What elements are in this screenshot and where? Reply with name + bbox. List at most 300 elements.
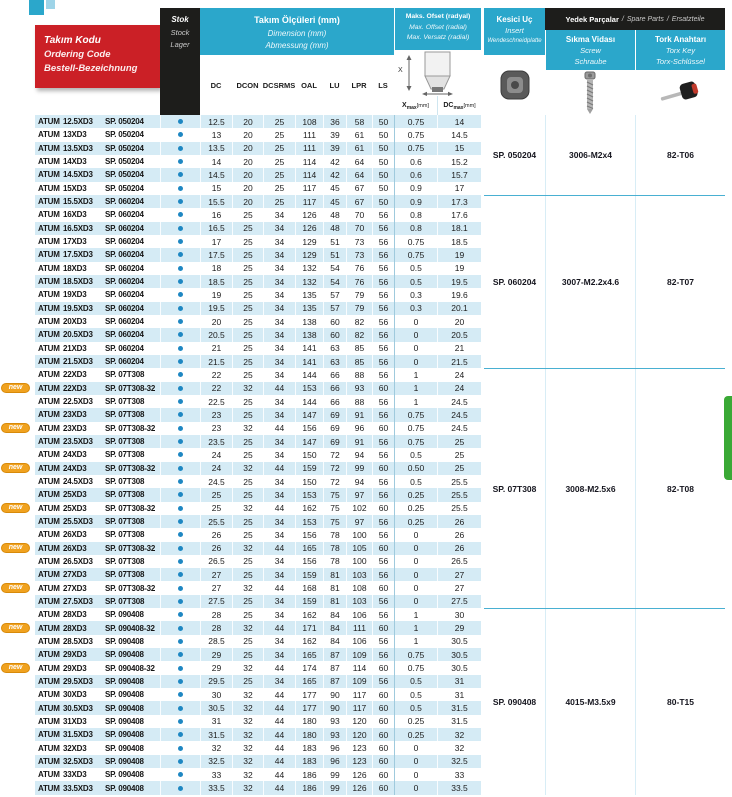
max-offset-label-de: Max. Versatz (radial): [406, 34, 470, 42]
cell-xmax: 1: [394, 395, 437, 408]
insert-code-label: SP. 07T308: [492, 483, 537, 494]
cell-xmax: 0.8: [394, 222, 437, 235]
cell-dcsrms: 44: [263, 502, 295, 515]
cell-xmax: 0.75: [394, 648, 437, 661]
cell-oal: 186: [295, 781, 323, 794]
cell-lpr: 73: [346, 235, 372, 248]
stock-cell: [160, 621, 200, 634]
code-insert-ref: SP. 090408: [105, 783, 144, 793]
insert-photo: [484, 55, 545, 115]
cell-xmax: 0.5: [394, 262, 437, 275]
code-size: 28XD3: [63, 623, 87, 633]
cell-oal: 183: [295, 741, 323, 754]
cell-dcon: 25: [232, 368, 263, 381]
cell-lu: 78: [323, 528, 346, 541]
code-insert-ref: SP. 090408: [105, 676, 144, 686]
col-header-dcsrms: DCSRMS: [262, 80, 296, 90]
cell-oal: 144: [295, 395, 323, 408]
cell-dc: 22: [200, 368, 232, 381]
cell-ls: 56: [372, 395, 394, 408]
code-size: 22.5XD3: [63, 397, 93, 407]
code-brand: ATUM: [38, 170, 60, 180]
code-insert-ref: SP. 07T308-32: [105, 503, 156, 513]
cell-dcmax: 17.6: [437, 208, 481, 221]
table-row: [8, 502, 481, 515]
cell-ls: 56: [372, 568, 394, 581]
cell-dcsrms: 44: [263, 661, 295, 674]
ordering-code-cell: [35, 408, 160, 421]
code-insert-ref: SP. 050204: [105, 130, 144, 140]
code-insert-ref: SP. 050204: [105, 183, 144, 193]
cell-xmax: 0: [394, 568, 437, 581]
cell-xmax: 1: [394, 608, 437, 621]
dcmax-sub: max: [453, 105, 464, 111]
screw-code-label: 3007-M2.2x4.6: [545, 196, 635, 368]
ordering-code-cell: [35, 741, 160, 754]
table-rows: [8, 115, 481, 795]
code-brand: ATUM: [38, 517, 60, 526]
cell-dc: 20.5: [200, 328, 232, 341]
stock-cell: [160, 528, 200, 541]
code-brand: ATUM: [38, 330, 60, 340]
code-size: 28XD3: [63, 610, 87, 620]
table-row: [35, 675, 481, 688]
cell-dc: 19: [200, 288, 232, 301]
cell-dc: 14.5: [200, 168, 232, 181]
code-insert-ref: SP. 090408: [105, 730, 144, 740]
stock-cell: [160, 542, 200, 555]
stock-dot: [178, 319, 183, 324]
cell-ls: 60: [372, 542, 394, 555]
cell-dcsrms: 44: [263, 768, 295, 781]
torx-key-code-label: 80-T15: [635, 609, 725, 795]
insert-label-en: Insert: [505, 26, 524, 35]
ordering-code-cell: [35, 781, 160, 794]
cell-ls: 50: [372, 142, 394, 155]
cell-lpr: 93: [346, 382, 372, 395]
cell-lu: 81: [323, 568, 346, 581]
cell-dcmax: 32.5: [437, 755, 481, 768]
cell-lpr: 88: [346, 395, 372, 408]
cell-lu: 84: [323, 621, 346, 634]
col-header-lu: LU: [329, 80, 340, 90]
dimensions-label-de: Abmessung (mm): [265, 40, 329, 50]
cell-ls: 56: [372, 328, 394, 341]
spare-groups: [484, 115, 725, 795]
cell-dcon: 32: [232, 462, 263, 475]
cell-dcsrms: 34: [263, 408, 295, 421]
cell-oal: 159: [295, 462, 323, 475]
cell-xmax: 0.5: [394, 688, 437, 701]
table-row: [35, 248, 481, 261]
cell-xmax: 0.75: [394, 422, 437, 435]
cell-dc: 25.5: [200, 515, 232, 528]
stock-cell: [160, 248, 200, 261]
cell-xmax: 0.75: [394, 128, 437, 141]
code-brand: ATUM: [38, 277, 60, 287]
code-insert-ref: SP. 090408: [105, 636, 144, 646]
insert-icon: [499, 69, 531, 101]
cell-dcsrms: 34: [263, 555, 295, 568]
stock-cell: [160, 115, 200, 128]
dimensions-label-tr: Takım Ölçüleri (mm): [254, 15, 340, 25]
cell-dcon: 20: [232, 128, 263, 141]
cell-dcsrms: 34: [263, 608, 295, 621]
code-insert-ref: SP. 07T308: [105, 477, 145, 487]
ordering-code-cell: [35, 328, 160, 341]
code-size: 33.5XD3: [63, 783, 93, 793]
cell-dcon: 25: [232, 568, 263, 581]
cell-lpr: 123: [346, 741, 372, 754]
cell-xmax: 0: [394, 315, 437, 328]
spare-parts-header: [545, 8, 725, 30]
cell-dcmax: 31.5: [437, 715, 481, 728]
code-brand: ATUM: [38, 290, 60, 300]
stock-dot: [178, 519, 183, 524]
stock-dot: [178, 532, 183, 537]
code-size: 27XD3: [63, 583, 87, 593]
code-size: 27.5XD3: [63, 596, 93, 606]
cell-dcmax: 26: [437, 542, 481, 555]
cell-lpr: 67: [346, 182, 372, 195]
cell-lu: 60: [323, 315, 346, 328]
stock-dot: [178, 172, 183, 177]
new-badge: new: [1, 463, 30, 473]
col-header-ls: LS: [378, 80, 388, 90]
cell-dc: 30: [200, 688, 232, 701]
cell-ls: 56: [372, 408, 394, 421]
cell-dc: 27: [200, 568, 232, 581]
screw-header: [545, 30, 635, 70]
cell-dcon: 25: [232, 222, 263, 235]
code-brand: ATUM: [38, 530, 60, 540]
stock-dot: [178, 199, 183, 204]
stock-dot: [178, 132, 183, 137]
cell-dcsrms: 34: [263, 328, 295, 341]
code-insert-ref: SP. 07T308-32: [105, 423, 156, 433]
cell-oal: 111: [295, 142, 323, 155]
cell-lpr: 64: [346, 168, 372, 181]
table-row: [35, 235, 481, 248]
stock-dot: [178, 239, 183, 244]
cell-dcsrms: 25: [263, 168, 295, 181]
code-size: 28.5XD3: [63, 636, 93, 646]
cell-dc: 12.5: [200, 115, 232, 128]
cell-dc: 26: [200, 542, 232, 555]
code-size: 23XD3: [63, 410, 87, 420]
cell-xmax: 0: [394, 542, 437, 555]
cell-lpr: 114: [346, 661, 372, 674]
cell-dcon: 25: [232, 248, 263, 261]
cell-oal: 114: [295, 155, 323, 168]
table-row: [35, 768, 481, 781]
code-size: 17XD3: [63, 237, 87, 247]
cell-ls: 56: [372, 675, 394, 688]
stock-dot: [178, 426, 183, 431]
cell-lpr: 103: [346, 595, 372, 608]
cell-oal: 177: [295, 688, 323, 701]
torx-key-code-label: 82-T07: [635, 196, 725, 368]
stock-cell: [160, 355, 200, 368]
cell-oal: 156: [295, 528, 323, 541]
code-brand: ATUM: [38, 383, 60, 393]
torx-key-code-label: 82-T06: [635, 115, 725, 195]
cell-dcon: 25: [232, 608, 263, 621]
cell-lu: 66: [323, 368, 346, 381]
code-insert-ref: SP. 07T308-32: [105, 543, 156, 553]
code-brand: ATUM: [38, 503, 60, 513]
cell-lu: 96: [323, 741, 346, 754]
cell-dcsrms: 44: [263, 728, 295, 741]
cell-dcmax: 26: [437, 528, 481, 541]
torx-label-de: Torx-Schlüssel: [656, 56, 705, 66]
ordering-code-cell: [35, 382, 160, 395]
cell-oal: 129: [295, 235, 323, 248]
cell-xmax: 0.5: [394, 275, 437, 288]
cell-lpr: 82: [346, 328, 372, 341]
stock-dot: [178, 466, 183, 471]
cell-lpr: 61: [346, 142, 372, 155]
ordering-code-cell: [35, 595, 160, 608]
ordering-code-cell: [35, 395, 160, 408]
cell-dcon: 25: [232, 302, 263, 315]
ordering-code-cell: [35, 262, 160, 275]
new-badge: new: [1, 583, 30, 593]
ordering-code-label-en: Ordering Code: [44, 49, 111, 60]
ordering-code-cell: [35, 528, 160, 541]
cell-oal: 186: [295, 768, 323, 781]
cell-dcsrms: 25: [263, 128, 295, 141]
stock-cell: [160, 581, 200, 594]
cell-dcsrms: 34: [263, 342, 295, 355]
cell-dcsrms: 25: [263, 142, 295, 155]
cell-dc: 32: [200, 741, 232, 754]
stock-cell: [160, 315, 200, 328]
code-brand: ATUM: [38, 250, 60, 260]
table-row: [35, 128, 481, 141]
code-insert-ref: SP. 07T308: [105, 517, 145, 526]
code-brand: ATUM: [38, 663, 60, 673]
code-size: 26XD3: [63, 543, 87, 553]
cell-lu: 54: [323, 275, 346, 288]
cell-lpr: 102: [346, 502, 372, 515]
table-row: [35, 475, 481, 488]
cell-dc: 29: [200, 648, 232, 661]
table-row: [35, 528, 481, 541]
cell-oal: 114: [295, 168, 323, 181]
code-insert-ref: SP. 090408: [105, 770, 144, 780]
cell-dcmax: 19: [437, 262, 481, 275]
cell-oal: 150: [295, 475, 323, 488]
cell-ls: 60: [372, 741, 394, 754]
cell-dc: 32.5: [200, 755, 232, 768]
code-size: 18.5XD3: [63, 277, 93, 287]
cell-dcsrms: 44: [263, 781, 295, 794]
stock-cell: [160, 755, 200, 768]
code-size: 25XD3: [63, 490, 87, 500]
code-brand: ATUM: [38, 690, 60, 700]
cell-dcmax: 24.5: [437, 395, 481, 408]
ordering-code-cell: [35, 155, 160, 168]
code-brand: ATUM: [38, 237, 60, 247]
cell-dcsrms: 44: [263, 701, 295, 714]
cell-lpr: 91: [346, 408, 372, 421]
stock-cell: [160, 182, 200, 195]
code-size: 14.5XD3: [63, 170, 93, 180]
cell-lpr: 123: [346, 755, 372, 768]
stock-cell: [160, 435, 200, 448]
cell-lu: 93: [323, 728, 346, 741]
screw-label-tr: Sıkma Vidası: [565, 35, 616, 44]
cell-ls: 56: [372, 475, 394, 488]
new-badge: new: [1, 663, 30, 673]
cell-dc: 26.5: [200, 555, 232, 568]
cell-lpr: 70: [346, 222, 372, 235]
cell-ls: 60: [372, 715, 394, 728]
ordering-code-cell: [35, 248, 160, 261]
code-size: 30XD3: [63, 690, 87, 700]
cell-xmax: 0.25: [394, 728, 437, 741]
ordering-code-cell: [35, 755, 160, 768]
cell-dcon: 32: [232, 688, 263, 701]
cell-dc: 17.5: [200, 248, 232, 261]
code-brand: ATUM: [38, 596, 60, 606]
code-brand: ATUM: [38, 317, 60, 327]
cell-ls: 60: [372, 755, 394, 768]
dimensions-header: [200, 8, 394, 55]
code-size: 27XD3: [63, 570, 87, 580]
cell-dcsrms: 44: [263, 741, 295, 754]
cell-dcsrms: 25: [263, 195, 295, 208]
cell-dc: 13: [200, 128, 232, 141]
stock-cell: [160, 195, 200, 208]
stock-cell: [160, 262, 200, 275]
cell-ls: 56: [372, 208, 394, 221]
cell-ls: 60: [372, 502, 394, 515]
cell-dcsrms: 34: [263, 648, 295, 661]
code-insert-ref: SP. 060204: [105, 277, 144, 287]
cell-dcmax: 20.5: [437, 328, 481, 341]
cell-xmax: 0.75: [394, 408, 437, 421]
stock-dot: [178, 572, 183, 577]
stock-dot: [178, 279, 183, 284]
cell-oal: 162: [295, 608, 323, 621]
code-size: 17.5XD3: [63, 250, 93, 260]
ordering-code-cell: [35, 542, 160, 555]
cell-dcon: 25: [232, 235, 263, 248]
cell-lpr: 79: [346, 288, 372, 301]
cell-lpr: 96: [346, 422, 372, 435]
cell-lu: 75: [323, 488, 346, 501]
cell-dcmax: 25.5: [437, 475, 481, 488]
cell-lpr: 109: [346, 675, 372, 688]
code-insert-ref: SP. 050204: [105, 143, 144, 153]
cell-dc: 18.5: [200, 275, 232, 288]
stock-cell: [160, 608, 200, 621]
product-table: [8, 8, 725, 795]
cell-dcon: 20: [232, 115, 263, 128]
code-insert-ref: SP. 07T308-32: [105, 383, 156, 393]
code-insert-ref: SP. 07T308-32: [105, 463, 156, 473]
cell-lu: 72: [323, 475, 346, 488]
cell-dcsrms: 44: [263, 382, 295, 395]
stock-cell: [160, 781, 200, 794]
stock-cell: [160, 168, 200, 181]
cell-lpr: 85: [346, 355, 372, 368]
code-size: 24XD3: [63, 463, 87, 473]
cell-lu: 51: [323, 235, 346, 248]
cell-dcon: 32: [232, 382, 263, 395]
cell-xmax: 0.9: [394, 195, 437, 208]
cell-dcmax: 19.5: [437, 275, 481, 288]
cell-lu: 57: [323, 288, 346, 301]
stock-dot: [178, 492, 183, 497]
torx-key-photo: [635, 70, 725, 115]
cell-oal: 165: [295, 648, 323, 661]
code-brand: ATUM: [38, 370, 60, 380]
code-size: 21XD3: [63, 343, 87, 353]
cell-xmax: 0.3: [394, 288, 437, 301]
cell-lu: 81: [323, 595, 346, 608]
insert-label-tr: Kesici Uç: [496, 15, 533, 24]
stock-dot: [178, 159, 183, 164]
cell-lu: 78: [323, 542, 346, 555]
cell-xmax: 0: [394, 342, 437, 355]
screw-code-label: 3006-M2x4: [545, 115, 635, 195]
ordering-code-cell: [35, 422, 160, 435]
offset-column-headers: [394, 96, 481, 115]
cell-dcon: 20: [232, 142, 263, 155]
stock-dot: [178, 212, 183, 217]
cell-oal: 144: [295, 368, 323, 381]
code-insert-ref: SP. 060204: [105, 357, 144, 367]
cell-oal: 153: [295, 515, 323, 528]
cell-dc: 16.5: [200, 222, 232, 235]
code-size: 16XD3: [63, 210, 87, 220]
stock-cell: [160, 728, 200, 741]
cell-lu: 69: [323, 408, 346, 421]
torx-key-header: [635, 30, 725, 70]
ordering-code-cell: [35, 182, 160, 195]
code-brand: ATUM: [38, 437, 60, 447]
cell-lpr: 117: [346, 701, 372, 714]
table-row: [35, 182, 481, 195]
cell-dcsrms: 34: [263, 288, 295, 301]
cell-dc: 21.5: [200, 355, 232, 368]
cell-lu: 42: [323, 155, 346, 168]
cell-lu: 99: [323, 781, 346, 794]
table-row: [35, 342, 481, 355]
cell-dcsrms: 34: [263, 635, 295, 648]
stock-dot: [178, 732, 183, 737]
code-size: 29XD3: [63, 650, 87, 660]
cell-dcmax: 19.6: [437, 288, 481, 301]
cell-lu: 66: [323, 395, 346, 408]
stock-dot: [178, 332, 183, 337]
code-insert-ref: SP. 07T308: [105, 370, 145, 380]
cell-ls: 56: [372, 608, 394, 621]
stock-cell: [160, 395, 200, 408]
cell-dc: 23: [200, 422, 232, 435]
code-brand: ATUM: [38, 730, 60, 740]
table-row: [35, 741, 481, 754]
insert-group: [484, 115, 725, 195]
code-size: 25XD3: [63, 503, 87, 513]
cell-ls: 56: [372, 275, 394, 288]
code-insert-ref: SP. 090408: [105, 716, 144, 726]
ordering-code-cell: [35, 715, 160, 728]
cell-xmax: 0.75: [394, 661, 437, 674]
